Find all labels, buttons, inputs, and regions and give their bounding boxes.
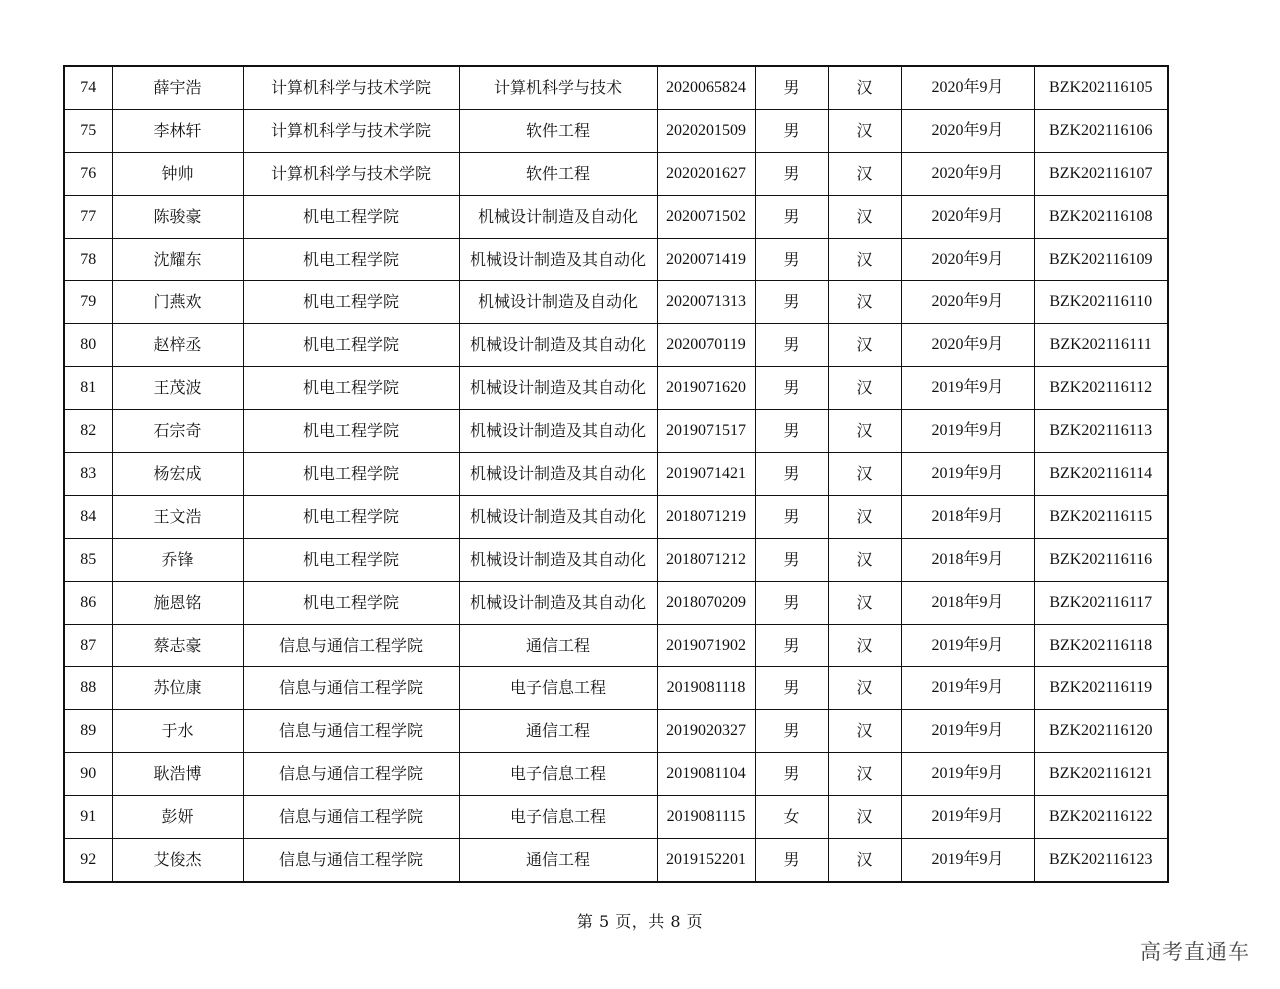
page-number: 第 5 页，共 8 页 [576, 912, 704, 931]
college-cell: 机电工程学院 [243, 495, 459, 538]
row-number-cell: 76 [64, 152, 112, 195]
gender-cell: 男 [755, 453, 828, 496]
table-row [64, 538, 1168, 581]
table-row [64, 710, 1168, 753]
gender-cell: 男 [755, 109, 828, 152]
college-cell: 机电工程学院 [243, 453, 459, 496]
certificate-number-cell: BZK202116112 [1034, 367, 1168, 410]
gender-cell: 男 [755, 66, 828, 109]
table-row [64, 495, 1168, 538]
row-number-cell: 86 [64, 581, 112, 624]
ethnicity-cell: 汉 [828, 152, 901, 195]
gender-cell: 男 [755, 581, 828, 624]
student-id-cell: 2020065824 [657, 66, 755, 109]
row-number-cell: 87 [64, 624, 112, 667]
college-cell: 信息与通信工程学院 [243, 667, 459, 710]
row-number-cell: 84 [64, 495, 112, 538]
enrollment-date-cell: 2019年9月 [901, 367, 1034, 410]
table-row [64, 581, 1168, 624]
watermark-text: 高考直通车 [1140, 940, 1250, 964]
certificate-number-cell: BZK202116122 [1034, 796, 1168, 839]
student-id-cell: 2020071419 [657, 238, 755, 281]
ethnicity-cell: 汉 [828, 624, 901, 667]
ethnicity-cell: 汉 [828, 538, 901, 581]
certificate-number-cell: BZK202116118 [1034, 624, 1168, 667]
student-name-cell: 乔锋 [112, 538, 243, 581]
row-number-cell: 81 [64, 367, 112, 410]
certificate-number-cell: BZK202116119 [1034, 667, 1168, 710]
major-cell: 计算机科学与技术 [459, 66, 657, 109]
major-cell: 机械设计制造及其自动化 [459, 538, 657, 581]
enrollment-date-cell: 2020年9月 [901, 324, 1034, 367]
student-id-cell: 2019081118 [657, 667, 755, 710]
table-row [64, 624, 1168, 667]
gender-cell: 男 [755, 753, 828, 796]
major-cell: 电子信息工程 [459, 667, 657, 710]
student-name-cell: 艾俊杰 [112, 839, 243, 882]
table-row [64, 238, 1168, 281]
major-cell: 机械设计制造及其自动化 [459, 410, 657, 453]
table-row [64, 109, 1168, 152]
certificate-number-cell: BZK202116106 [1034, 109, 1168, 152]
college-cell: 机电工程学院 [243, 581, 459, 624]
table-row [64, 667, 1168, 710]
major-cell: 通信工程 [459, 839, 657, 882]
student-name-cell: 沈耀东 [112, 238, 243, 281]
student-name-cell: 石宗奇 [112, 410, 243, 453]
major-cell: 软件工程 [459, 109, 657, 152]
certificate-number-cell: BZK202116117 [1034, 581, 1168, 624]
student-id-cell: 2019071421 [657, 453, 755, 496]
row-number-cell: 90 [64, 753, 112, 796]
student-id-cell: 2019081115 [657, 796, 755, 839]
student-id-cell: 2019152201 [657, 839, 755, 882]
gender-cell: 男 [755, 624, 828, 667]
table-row [64, 410, 1168, 453]
table-row [64, 796, 1168, 839]
ethnicity-cell: 汉 [828, 109, 901, 152]
certificate-number-cell: BZK202116111 [1034, 324, 1168, 367]
major-cell: 通信工程 [459, 624, 657, 667]
ethnicity-cell: 汉 [828, 324, 901, 367]
college-cell: 机电工程学院 [243, 281, 459, 324]
table-row [64, 152, 1168, 195]
enrollment-date-cell: 2018年9月 [901, 538, 1034, 581]
student-id-cell: 2020071313 [657, 281, 755, 324]
major-cell: 机械设计制造及自动化 [459, 195, 657, 238]
ethnicity-cell: 汉 [828, 796, 901, 839]
student-name-cell: 彭妍 [112, 796, 243, 839]
major-cell: 通信工程 [459, 710, 657, 753]
college-cell: 信息与通信工程学院 [243, 753, 459, 796]
student-id-cell: 2018071219 [657, 495, 755, 538]
row-number-cell: 79 [64, 281, 112, 324]
enrollment-date-cell: 2019年9月 [901, 667, 1034, 710]
certificate-number-cell: BZK202116109 [1034, 238, 1168, 281]
row-number-cell: 83 [64, 453, 112, 496]
row-number-cell: 82 [64, 410, 112, 453]
table-row [64, 195, 1168, 238]
enrollment-date-cell: 2019年9月 [901, 839, 1034, 882]
gender-cell: 男 [755, 367, 828, 410]
college-cell: 机电工程学院 [243, 410, 459, 453]
ethnicity-cell: 汉 [828, 753, 901, 796]
enrollment-date-cell: 2019年9月 [901, 624, 1034, 667]
gender-cell: 男 [755, 410, 828, 453]
enrollment-date-cell: 2020年9月 [901, 109, 1034, 152]
certificate-number-cell: BZK202116110 [1034, 281, 1168, 324]
college-cell: 信息与通信工程学院 [243, 796, 459, 839]
college-cell: 信息与通信工程学院 [243, 624, 459, 667]
enrollment-date-cell: 2020年9月 [901, 66, 1034, 109]
table-row [64, 839, 1168, 882]
enrollment-date-cell: 2020年9月 [901, 281, 1034, 324]
table-row [64, 66, 1168, 109]
college-cell: 信息与通信工程学院 [243, 839, 459, 882]
row-number-cell: 78 [64, 238, 112, 281]
row-number-cell: 75 [64, 109, 112, 152]
gender-cell: 男 [755, 238, 828, 281]
college-cell: 计算机科学与技术学院 [243, 152, 459, 195]
row-number-cell: 89 [64, 710, 112, 753]
student-name-cell: 李林轩 [112, 109, 243, 152]
college-cell: 信息与通信工程学院 [243, 710, 459, 753]
major-cell: 机械设计制造及其自动化 [459, 581, 657, 624]
major-cell: 机械设计制造及其自动化 [459, 324, 657, 367]
student-name-cell: 蔡志豪 [112, 624, 243, 667]
row-number-cell: 88 [64, 667, 112, 710]
student-name-cell: 杨宏成 [112, 453, 243, 496]
enrollment-date-cell: 2018年9月 [901, 495, 1034, 538]
student-id-cell: 2019071517 [657, 410, 755, 453]
college-cell: 机电工程学院 [243, 538, 459, 581]
major-cell: 机械设计制造及其自动化 [459, 238, 657, 281]
student-id-cell: 2020201509 [657, 109, 755, 152]
ethnicity-cell: 汉 [828, 367, 901, 410]
enrollment-date-cell: 2019年9月 [901, 753, 1034, 796]
college-cell: 机电工程学院 [243, 238, 459, 281]
student-name-cell: 施恩铭 [112, 581, 243, 624]
gender-cell: 男 [755, 667, 828, 710]
student-id-cell: 2020070119 [657, 324, 755, 367]
table-row [64, 753, 1168, 796]
student-name-cell: 薛宇浩 [112, 66, 243, 109]
student-name-cell: 门燕欢 [112, 281, 243, 324]
college-cell: 机电工程学院 [243, 195, 459, 238]
major-cell: 机械设计制造及其自动化 [459, 495, 657, 538]
gender-cell: 男 [755, 324, 828, 367]
ethnicity-cell: 汉 [828, 839, 901, 882]
major-cell: 电子信息工程 [459, 796, 657, 839]
enrollment-date-cell: 2020年9月 [901, 195, 1034, 238]
student-id-cell: 2020071502 [657, 195, 755, 238]
certificate-number-cell: BZK202116120 [1034, 710, 1168, 753]
major-cell: 软件工程 [459, 152, 657, 195]
major-cell: 机械设计制造及其自动化 [459, 453, 657, 496]
row-number-cell: 80 [64, 324, 112, 367]
student-name-cell: 钟帅 [112, 152, 243, 195]
college-cell: 计算机科学与技术学院 [243, 66, 459, 109]
enrollment-date-cell: 2020年9月 [901, 238, 1034, 281]
gender-cell: 男 [755, 195, 828, 238]
college-cell: 计算机科学与技术学院 [243, 109, 459, 152]
ethnicity-cell: 汉 [828, 410, 901, 453]
table-row [64, 453, 1168, 496]
ethnicity-cell: 汉 [828, 581, 901, 624]
student-name-cell: 王茂波 [112, 367, 243, 410]
certificate-number-cell: BZK202116108 [1034, 195, 1168, 238]
student-id-cell: 2018071212 [657, 538, 755, 581]
enrollment-date-cell: 2020年9月 [901, 152, 1034, 195]
student-id-cell: 2019071902 [657, 624, 755, 667]
table-body [64, 66, 1168, 882]
ethnicity-cell: 汉 [828, 195, 901, 238]
certificate-number-cell: BZK202116107 [1034, 152, 1168, 195]
row-number-cell: 77 [64, 195, 112, 238]
row-number-cell: 91 [64, 796, 112, 839]
student-id-cell: 2019071620 [657, 367, 755, 410]
enrollment-date-cell: 2019年9月 [901, 410, 1034, 453]
table-row [64, 281, 1168, 324]
certificate-number-cell: BZK202116105 [1034, 66, 1168, 109]
gender-cell: 男 [755, 152, 828, 195]
row-number-cell: 92 [64, 839, 112, 882]
gender-cell: 男 [755, 839, 828, 882]
ethnicity-cell: 汉 [828, 238, 901, 281]
ethnicity-cell: 汉 [828, 66, 901, 109]
table-row [64, 367, 1168, 410]
student-name-cell: 于水 [112, 710, 243, 753]
student-roster-table [63, 65, 1169, 883]
row-number-cell: 74 [64, 66, 112, 109]
student-name-cell: 王文浩 [112, 495, 243, 538]
gender-cell: 男 [755, 538, 828, 581]
table-row [64, 324, 1168, 367]
student-id-cell: 2019081104 [657, 753, 755, 796]
student-id-cell: 2019020327 [657, 710, 755, 753]
row-number-cell: 85 [64, 538, 112, 581]
certificate-number-cell: BZK202116115 [1034, 495, 1168, 538]
gender-cell: 女 [755, 796, 828, 839]
major-cell: 电子信息工程 [459, 753, 657, 796]
certificate-number-cell: BZK202116114 [1034, 453, 1168, 496]
student-name-cell: 耿浩博 [112, 753, 243, 796]
certificate-number-cell: BZK202116123 [1034, 839, 1168, 882]
gender-cell: 男 [755, 281, 828, 324]
gender-cell: 男 [755, 495, 828, 538]
certificate-number-cell: BZK202116121 [1034, 753, 1168, 796]
ethnicity-cell: 汉 [828, 453, 901, 496]
student-id-cell: 2018070209 [657, 581, 755, 624]
ethnicity-cell: 汉 [828, 710, 901, 753]
certificate-number-cell: BZK202116113 [1034, 410, 1168, 453]
college-cell: 机电工程学院 [243, 324, 459, 367]
ethnicity-cell: 汉 [828, 495, 901, 538]
enrollment-date-cell: 2019年9月 [901, 796, 1034, 839]
certificate-number-cell: BZK202116116 [1034, 538, 1168, 581]
enrollment-date-cell: 2019年9月 [901, 453, 1034, 496]
enrollment-date-cell: 2018年9月 [901, 581, 1034, 624]
major-cell: 机械设计制造及其自动化 [459, 367, 657, 410]
ethnicity-cell: 汉 [828, 281, 901, 324]
enrollment-date-cell: 2019年9月 [901, 710, 1034, 753]
gender-cell: 男 [755, 710, 828, 753]
student-name-cell: 陈骏豪 [112, 195, 243, 238]
student-name-cell: 赵梓丞 [112, 324, 243, 367]
college-cell: 机电工程学院 [243, 367, 459, 410]
ethnicity-cell: 汉 [828, 667, 901, 710]
student-id-cell: 2020201627 [657, 152, 755, 195]
major-cell: 机械设计制造及自动化 [459, 281, 657, 324]
student-name-cell: 苏位康 [112, 667, 243, 710]
